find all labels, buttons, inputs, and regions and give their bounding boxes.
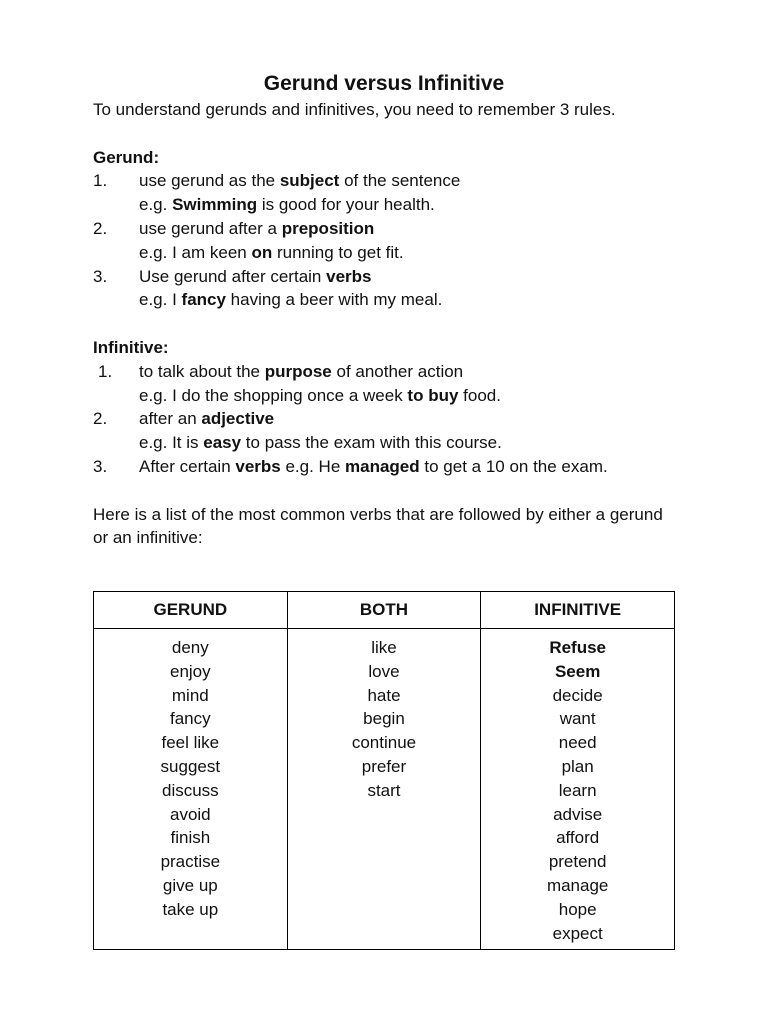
verb-entry: love — [368, 661, 400, 681]
text-run: use gerund as the — [139, 171, 280, 191]
verb-entry: Seem — [554, 661, 601, 681]
bold-keyword: Swimming — [172, 195, 258, 215]
page-title: Gerund versus Infinitive — [263, 72, 505, 95]
verb-entry: decide — [552, 685, 603, 705]
bold-keyword: purpose — [264, 361, 332, 381]
rule-text — [139, 455, 608, 479]
gerund-column — [94, 629, 288, 950]
verb-entry: fancy — [170, 709, 211, 729]
infinitive-column — [481, 629, 675, 950]
verb-entry: mind — [171, 685, 209, 705]
verb-entry: hope — [558, 899, 597, 919]
infinitive-heading: Infinitive: — [93, 337, 169, 357]
rule-example — [93, 288, 675, 312]
rule-number: 1. — [98, 361, 113, 381]
verb-entry: begin — [363, 709, 405, 729]
verb-entry: start — [367, 780, 401, 800]
rule-text — [139, 169, 460, 193]
rule-number: 1. — [93, 171, 108, 191]
verb-entry: give up — [162, 875, 218, 895]
bold-keyword: easy — [203, 433, 242, 453]
rule-item — [93, 407, 675, 431]
text-run: e.g. I — [139, 290, 182, 310]
verb-entry: afford — [556, 828, 600, 848]
text-run: e.g. I do the shopping once a week — [139, 385, 408, 405]
header-gerund: GERUND — [94, 592, 288, 629]
rule-text — [139, 265, 371, 289]
verb-entry: advise — [553, 804, 603, 824]
bold-keyword: verbs — [235, 456, 281, 476]
verb-entry: avoid — [170, 804, 211, 824]
verb-entry: feel like — [161, 733, 220, 753]
infinitive-rules — [93, 360, 675, 479]
bold-keyword: managed — [345, 456, 420, 476]
verb-entry: manage — [546, 875, 609, 895]
bold-keyword: to buy — [407, 385, 459, 405]
bold-keyword: subject — [279, 171, 340, 191]
verb-entry: continue — [351, 733, 417, 753]
rule-number: 2. — [93, 409, 108, 429]
gerund-rules — [93, 169, 675, 312]
text-run: after an — [139, 409, 202, 429]
verb-entry: suggest — [160, 756, 221, 776]
rule-item — [93, 265, 675, 289]
text-run: is good for your health. — [257, 195, 435, 215]
gerund-heading: Gerund: — [93, 147, 160, 167]
bold-keyword: verbs — [326, 266, 372, 286]
verb-entry: pretend — [548, 852, 607, 872]
verb-entry: plan — [561, 756, 594, 776]
spacer — [93, 479, 675, 503]
verb-entry: prefer — [361, 756, 407, 776]
bold-keyword: adjective — [201, 409, 275, 429]
rule-text — [139, 407, 274, 431]
text-run: to get a 10 on the exam. — [419, 456, 608, 476]
verb-entry: learn — [558, 780, 597, 800]
rule-item — [93, 217, 675, 241]
verb-entry: hate — [367, 685, 401, 705]
rule-example — [93, 193, 675, 217]
bold-keyword: on — [251, 242, 273, 262]
rule-example — [93, 431, 675, 455]
verbs-table — [93, 591, 675, 950]
rule-text — [139, 217, 374, 241]
text-run: Use gerund after certain — [139, 266, 327, 286]
verb-entry: want — [559, 709, 596, 729]
text-run: e.g. — [139, 195, 173, 215]
bold-keyword: preposition — [281, 218, 375, 238]
text-run: use gerund after a — [139, 218, 282, 238]
rule-example — [93, 241, 675, 265]
header-infinitive: INFINITIVE — [481, 592, 675, 629]
rule-text — [139, 360, 463, 384]
spacer — [93, 122, 675, 146]
intro-paragraph: To understand gerunds and infinitives, you need to remember 3 rules. — [93, 100, 616, 119]
text-run: to pass the exam with this course. — [241, 433, 502, 453]
verb-entry: practise — [160, 852, 221, 872]
rule-number: 2. — [93, 218, 108, 238]
text-run: e.g. I am keen — [139, 242, 252, 262]
text-run: e.g. He — [280, 456, 346, 476]
header-both: BOTH — [287, 592, 481, 629]
rule-number: 3. — [93, 456, 108, 476]
text-run: food. — [458, 385, 501, 405]
rule-number: 3. — [93, 266, 108, 286]
rule-item — [93, 169, 675, 193]
verb-entry: expect — [552, 923, 603, 943]
verb-entry: Refuse — [549, 638, 606, 657]
text-run: having a beer with my meal. — [225, 290, 443, 310]
verb-entry: take up — [162, 899, 219, 919]
text-run: e.g. It is — [139, 433, 204, 453]
both-column — [287, 629, 481, 950]
verb-entry: discuss — [161, 780, 219, 800]
rule-item — [93, 455, 675, 479]
rule-example — [93, 384, 675, 408]
verb-entry: need — [558, 733, 597, 753]
text-run: After certain — [139, 456, 236, 476]
text-run: of the sentence — [339, 171, 461, 191]
verb-entry: like — [371, 638, 397, 657]
list-intro-paragraph: Here is a list of the most common verbs that are followed by either a gerund or an infinitive: — [93, 504, 663, 548]
rule-item — [93, 360, 675, 384]
verb-entry: deny — [171, 638, 209, 657]
text-run: to talk about the — [139, 361, 265, 381]
document-body — [93, 70, 675, 550]
text-run: running to get fit. — [272, 242, 404, 262]
spacer — [93, 312, 675, 336]
verb-entry: finish — [170, 828, 211, 848]
verb-entry: enjoy — [170, 661, 211, 681]
bold-keyword: fancy — [181, 290, 226, 310]
text-run: of another action — [331, 361, 464, 381]
